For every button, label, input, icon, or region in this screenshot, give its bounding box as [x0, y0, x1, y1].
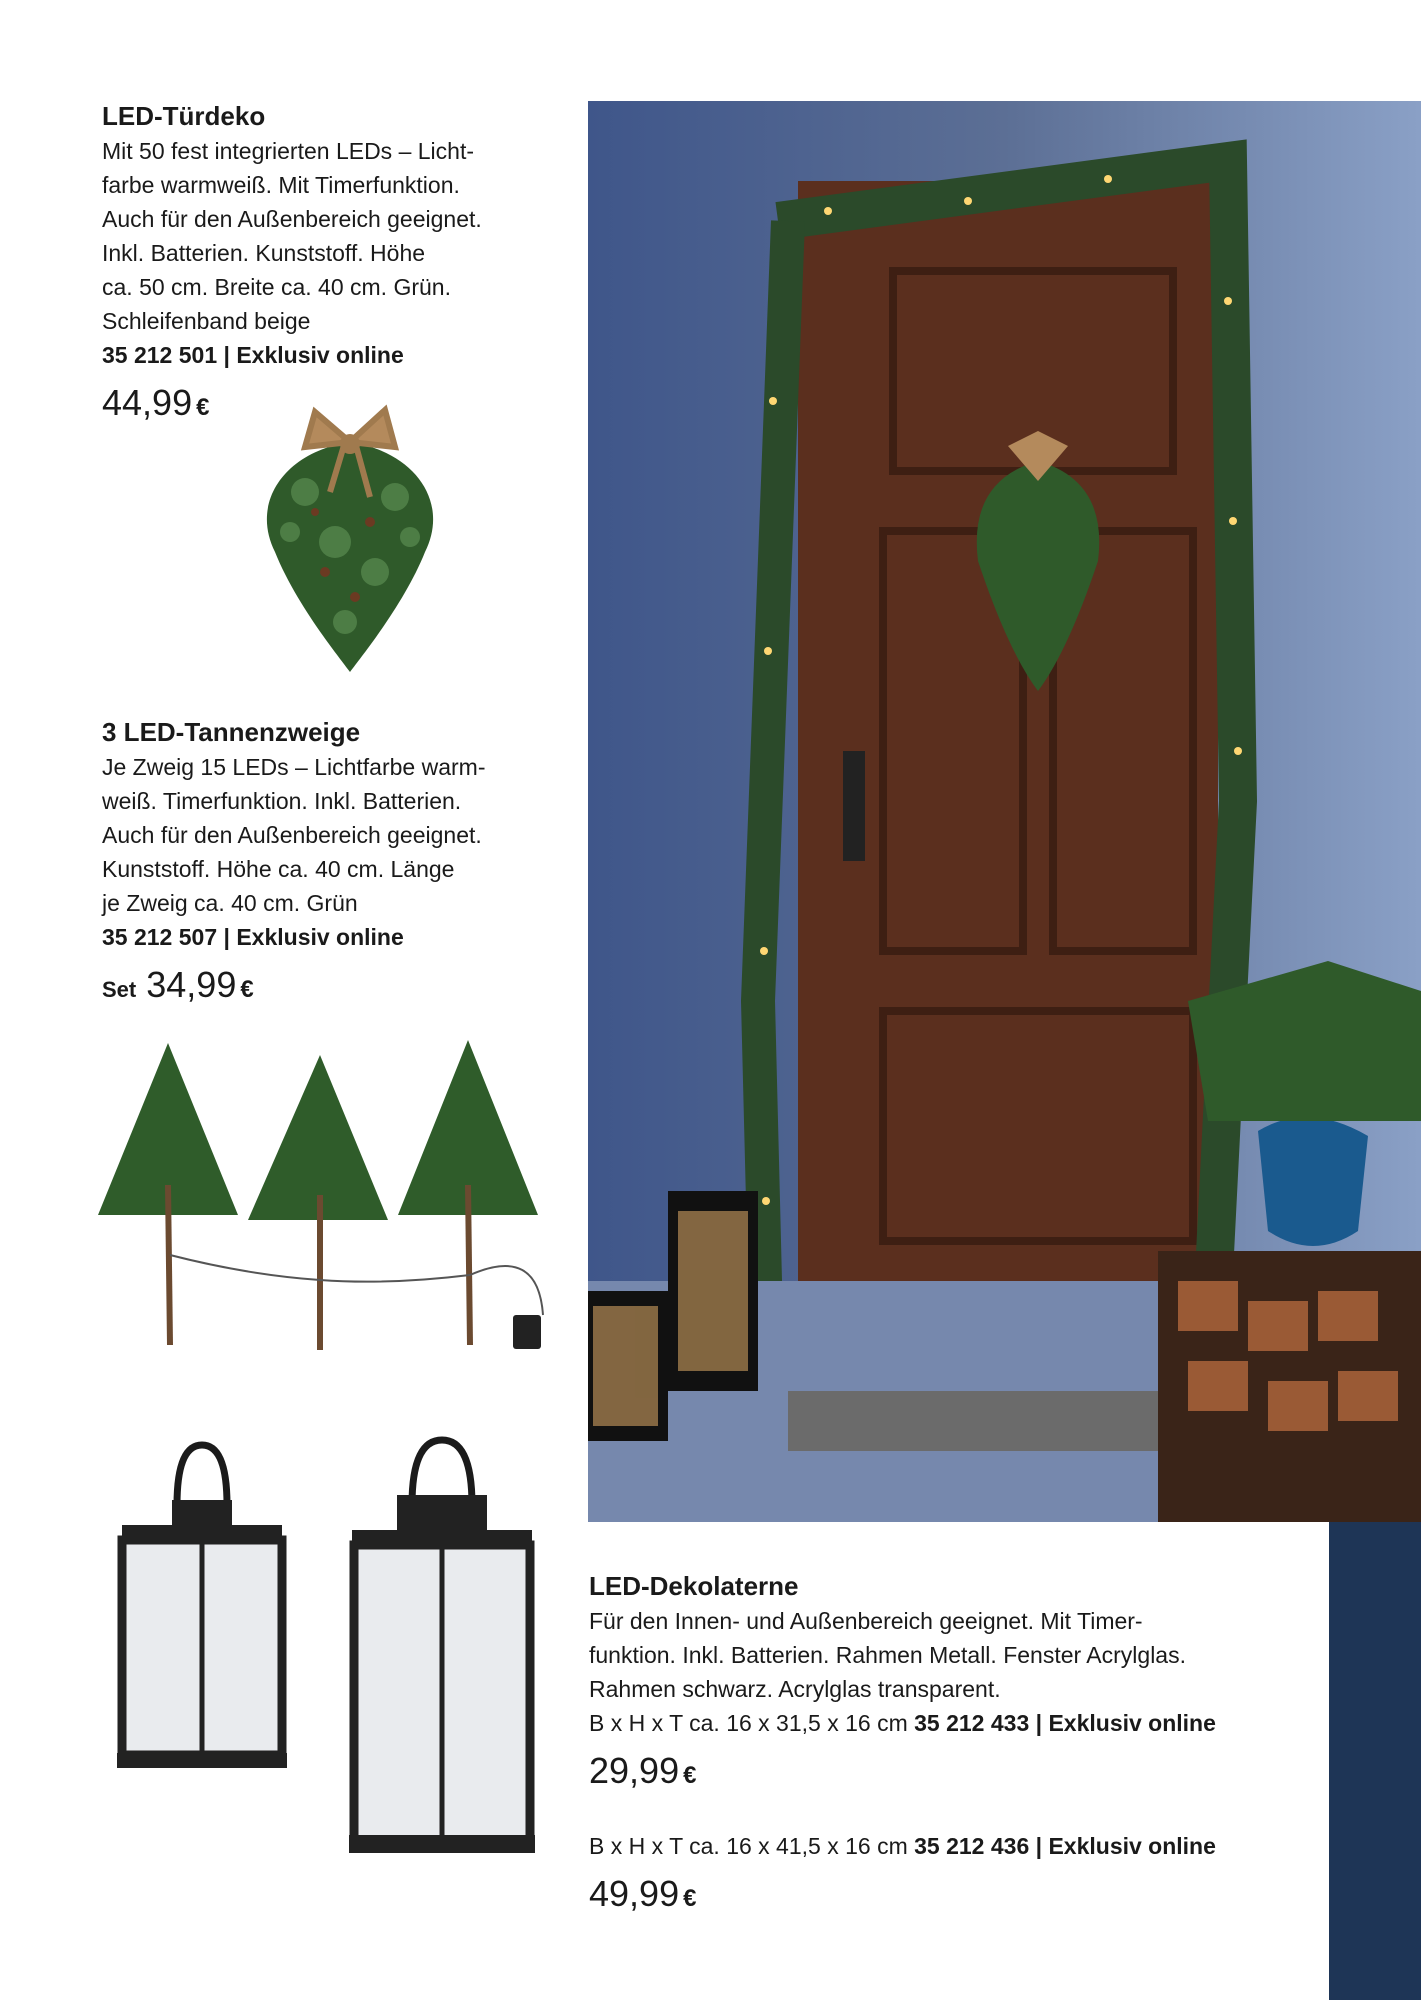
description-line: Kunststoff. Höhe ca. 40 cm. Länge [102, 856, 455, 882]
product-tannenzweige [102, 714, 486, 1015]
variant-small [589, 1706, 1216, 1740]
description-line: weiß. Timerfunktion. Inkl. Batterien. [102, 788, 462, 814]
description-line: Rahmen schwarz. Acrylglas transparent. [589, 1676, 1001, 1702]
door-scene-photo [588, 101, 1421, 1522]
variant-large [589, 1829, 1216, 1863]
description-line: Für den Innen- und Außenbereich geeignet. Mit Timer- [589, 1608, 1143, 1634]
article-code: 35 212 507 | Exklusiv online [102, 924, 404, 950]
currency: € [196, 394, 210, 421]
currency: € [240, 976, 254, 1003]
currency: € [683, 1885, 697, 1912]
price [102, 960, 486, 1015]
description-line: Schleifenband beige [102, 308, 311, 334]
article-code: 35 212 501 | Exklusiv online [102, 342, 404, 368]
description-line: je Zweig ca. 40 cm. Grün [102, 890, 358, 916]
variant-size: B x H x T ca. 16 x 31,5 x 16 cm [589, 1710, 908, 1736]
door-wreath-image [245, 402, 455, 677]
description-line: Mit 50 fest integrierten LEDs – Licht- [102, 138, 474, 164]
product-tuerdeko [102, 98, 482, 433]
price [589, 1746, 1216, 1801]
currency: € [683, 1762, 697, 1789]
fir-branches-image [88, 1035, 558, 1375]
price-value: 44,99 [102, 382, 193, 423]
description-line: ca. 50 cm. Breite ca. 40 cm. Grün. [102, 274, 451, 300]
product-title: 3 LED-Tannenzweige [102, 717, 361, 747]
description-line: Auch für den Außenbereich geeignet. [102, 822, 482, 848]
accent-bar [1329, 1522, 1421, 2000]
product-title: LED-Türdeko [102, 101, 266, 131]
product-title: LED-Dekolaterne [589, 1571, 799, 1601]
description-line: farbe warmweiß. Mit Timerfunktion. [102, 172, 460, 198]
price [589, 1869, 1216, 1924]
product-dekolaterne [589, 1568, 1216, 1924]
price-value: 29,99 [589, 1750, 680, 1791]
description-line: funktion. Inkl. Batterien. Rahmen Metall. Fenster Acrylglas. [589, 1642, 1186, 1668]
description-line: Je Zweig 15 LEDs – Lichtfarbe warm- [102, 754, 486, 780]
price-prefix: Set [102, 977, 137, 1002]
article-code: 35 212 433 | Exklusiv online [914, 1710, 1216, 1736]
decorated-door-illustration [588, 101, 1421, 1522]
variant-size: B x H x T ca. 16 x 41,5 x 16 cm [589, 1833, 908, 1859]
article-code: 35 212 436 | Exklusiv online [914, 1833, 1216, 1859]
description-line: Auch für den Außenbereich geeignet. [102, 206, 482, 232]
description-line: Inkl. Batterien. Kunststoff. Höhe [102, 240, 426, 266]
price-value: 34,99 [146, 964, 237, 1005]
price-value: 49,99 [589, 1873, 680, 1914]
lanterns-image [112, 1435, 552, 1865]
